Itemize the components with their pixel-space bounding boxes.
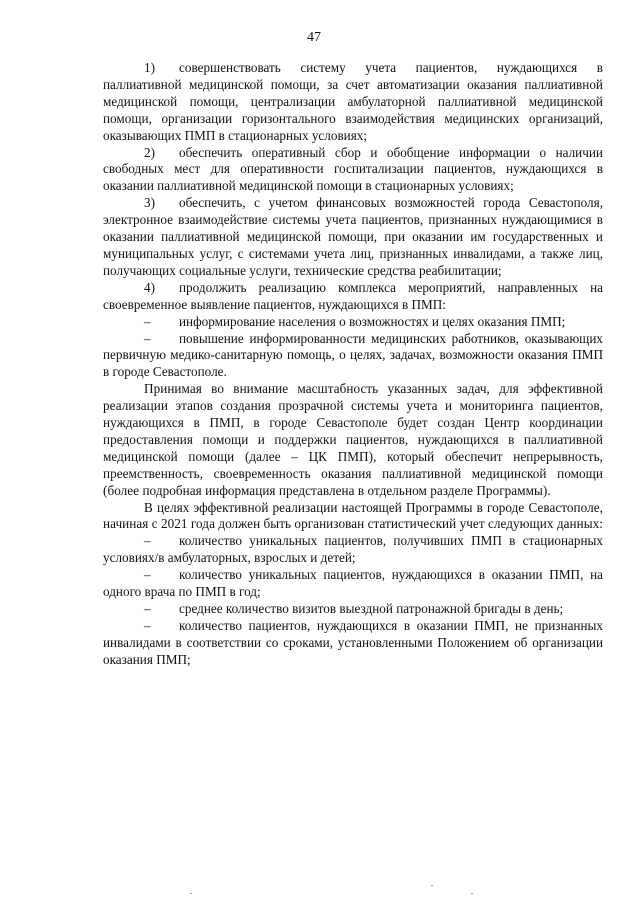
list-text: обеспечить оперативный сбор и обобщение информации о наличии свободных мест для оперативности госпитализации пациентов, нуждающихся в оказании паллиативной медицинской помощи в стационарных условиях; <box>103 144 603 194</box>
paragraph-centre: Принимая во внимание масштабность указанных задач, для эффективной реализации этапов создания прозрачной системы учета и мониторинга пациентов, нуждающихся в ПМП, в городе Севастополе будет создан Центр координации предоставления помощи и поддержки пациентов, нуждающихся в паллиативной медицинской помощи (далее – ЦК ПМП), который обеспечит непрерывность, преемственность, своевременность оказания паллиативной медицинской помощи (более подробная информация представлена в отдельном разделе Программы). <box>103 381 603 498</box>
list-text: количество уникальных пациентов, нуждающихся в оказании ПМП, на одного врача по ПМП в год; <box>103 567 603 600</box>
list-marker: 3) <box>144 195 155 211</box>
list-item <box>103 331 603 382</box>
list-item <box>103 601 603 618</box>
dash-marker: – <box>144 533 151 549</box>
list-text: обеспечить, с учетом финансовых возможностей города Севастополя, электронное взаимодействие системы учета пациентов, признанных нуждающимися в оказании паллиативной медицинской помощи, при оказании им государственных и муниципальных услуг, с системами учета лиц, признанных инвалидами, а также лиц, получающих социальные услуги, технические средства реабилитации; <box>103 195 603 278</box>
dash-marker: – <box>144 567 151 583</box>
list-marker: 4) <box>144 279 155 295</box>
dash-marker: – <box>144 313 151 329</box>
list-text: повышение информированности медицинских работников, оказывающих первичную медико-санитарную помощь, о целях, задачах, возможности оказания ПМП в городе Севастополе. <box>103 330 603 380</box>
paragraph-statistics-intro: В целях эффективной реализации настоящей Программы в городе Севастополе, начиная с 2021 года должен быть организован статистический учет следующих данных: <box>103 499 603 532</box>
list-item <box>103 195 603 280</box>
list-text: количество уникальных пациентов, получивших ПМП в стационарных условиях/в амбулаторных, взрослых и детей; <box>103 533 603 566</box>
scan-speckle <box>431 885 433 886</box>
list-item <box>103 314 603 331</box>
list-text: среднее количество визитов выездной патронажной бригады в день; <box>179 601 564 616</box>
scan-speckles <box>0 893 628 897</box>
page-number: 47 <box>307 30 321 45</box>
list-text: количество пациентов, нуждающихся в оказании ПМП, не признанных инвалидами в соответствии со сроками, установленными Положением об организации оказания ПМП; <box>103 617 603 667</box>
list-item <box>103 533 603 567</box>
list-marker: 1) <box>144 60 155 75</box>
scan-speckle <box>190 893 192 894</box>
scan-speckle <box>471 893 473 894</box>
list-item <box>103 60 603 145</box>
list-text: продолжить реализацию комплекса мероприятий, направленных на своевременное выявление пациентов, нуждающихся в ПМП: <box>103 279 603 312</box>
document-body <box>103 60 603 669</box>
dash-marker: – <box>144 601 151 616</box>
list-item <box>103 618 603 669</box>
list-marker: 2) <box>144 144 155 160</box>
list-item <box>103 567 603 601</box>
dash-marker: – <box>144 617 151 633</box>
list-text: информирование населения о возможностях и целях оказания ПМП; <box>179 313 566 329</box>
list-item <box>103 145 603 196</box>
list-text: совершенствовать систему учета пациентов, нуждающихся в паллиативной медицинской помощи, за счет автоматизации оказания паллиативной медицинской помощи, централизации амбулаторной паллиативной медицинской помощи, организации горизонтального взаимодействия медицинских организаций, оказывающих ПМП в стационарных условиях; <box>103 60 603 143</box>
dash-marker: – <box>144 330 151 346</box>
list-item <box>103 280 603 314</box>
